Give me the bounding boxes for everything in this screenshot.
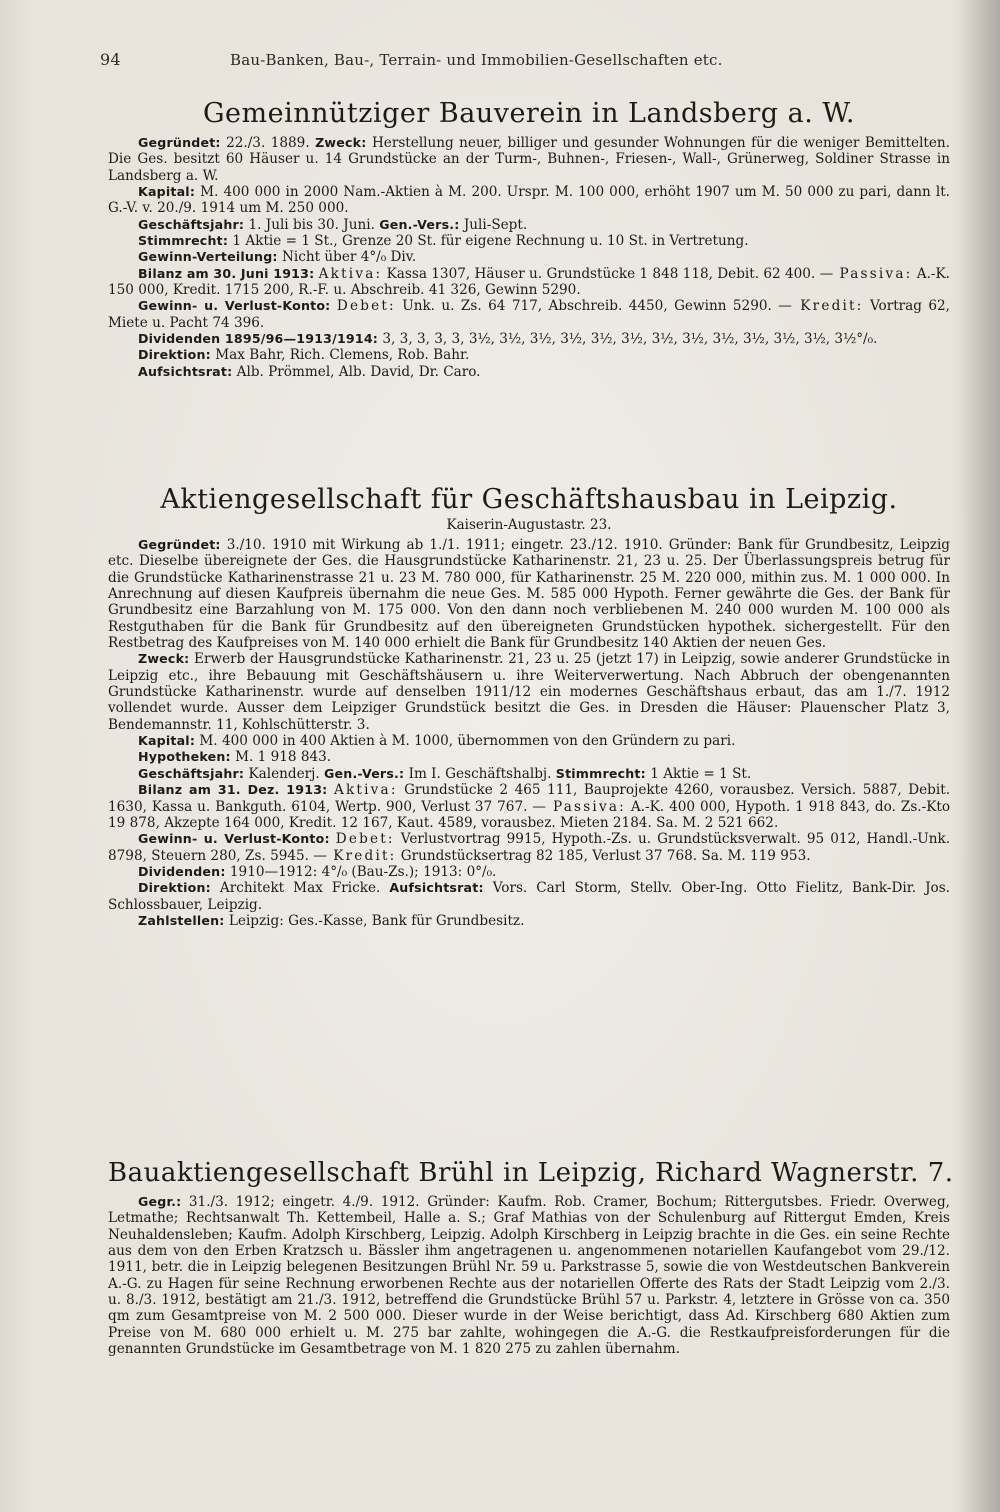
- label-gegr: Gegr.:: [138, 1194, 182, 1209]
- text-hypotheken: M. 1 918 843.: [235, 749, 332, 766]
- word-kredit: Kredit:: [333, 847, 397, 864]
- label-gegruendet: Gegründet:: [138, 537, 221, 552]
- running-header: [100, 50, 820, 69]
- page-edge-shadow: [960, 0, 1000, 1512]
- label-kapital: Kapital:: [138, 733, 196, 749]
- entry-kapital: [108, 184, 950, 217]
- label-zweck: Zweck:: [315, 135, 367, 150]
- text-zweck: Erwerb der Hausgrundstücke Katharinenstr. 21, 23 u. 25 (jetzt 17) in Leipzig, sowie anderer Grundstücke in Leipzig etc., ihre Bebauung mit Geschäftshäusern u. ihre Weiterverwertung. Nach Abbruch der obengenannten Grundstücke Katharinenstr. wurde auf denselben 1911/12 ein modernes Geschäftshaus erbaut, das am 1./7. 1912 vollendet wurde. Ausser dem Leipziger Grundstück besitzt die Ges. in Dresden die Häuser: Plauenscher Platz 3, Bendemannstr. 11, Kohlschütterstr. 3.: [108, 651, 950, 733]
- label-aufsichtsrat: Aufsichtsrat:: [389, 880, 484, 896]
- label-hypotheken: Hypotheken:: [138, 749, 231, 765]
- text-gegruendet: 3./10. 1910 mit Wirkung ab 1./1. 1911; eingetr. 23./12. 1910. Gründer: Bank für Grundbesitz, Leipzig etc. Dieselbe übereignete der Ges. die Hausgrundstücke Katharinenstr. 21, 23 u. 25. Der Überlassungspreis betrug für die Grundstücke Katharinenstrasse 21 u. 23 M. 780 000, für Katharinenstr. 25 M. 220 000, mithin zus. M. 1 000 000. In Anrechnung auf diesen Kaufpreis übernahm die neue Ges. M. 585 000 Hypoth. Ferner gewährte die Ges. der Bank für Grundbesitz eine Barzahlung von M. 175 000. Von den dann noch verbliebenen M. 240 000 wurden M. 100 000 als Restguthaben für die Bank für Grundbesitz auf den übereigneten Grundstücken hypothek. sichergestellt. Für den Restbetrag des Kaufpreises von M. 140 000 erhielt die Bank für Grundbesitz 140 Aktien der neuen Ges.: [108, 537, 951, 652]
- entry-bilanz: Bilanz am 31. Dez. 1913: Aktiva: Grundstücke 2 465 111, Bauprojekte 4260, vorausbez. Versich. 5887, Debit. 1630, Kassa u. Bankguth. 6104, Wertp. 900, Verlust 37 767. — Passiva: A.-K. 400 000, Hypoth. 1 918 843, do. Zs.-Kto 19 878, Akzepte 164 000, Kredit. 12 167, Kaut. 4589, vorausbez. Mieten 2184. Sa. M. 2 521 662.: [108, 782, 951, 831]
- label-kapital: Kapital:: [138, 184, 196, 200]
- text-geschaeftsjahr: Kalenderj.: [248, 765, 320, 782]
- text-dividenden: 1910—1912: 4°/₀ (Bau-Zs.); 1913: 0°/₀.: [229, 863, 497, 880]
- text-zahlstellen: Leipzig: Ges.-Kasse, Bank für Grundbesitz.: [228, 912, 525, 929]
- text-gewinnverteilung: Nicht über 4°/₀ Div.: [282, 249, 417, 266]
- entry-hypotheken: [108, 749, 950, 765]
- label-geschaeftsjahr: Geschäftsjahr:: [138, 765, 245, 781]
- entry-gegr: [108, 1194, 950, 1357]
- label-guv: Gewinn- u. Verlust-Konto:: [138, 831, 330, 847]
- word-aktiva: Aktiva:: [318, 265, 383, 282]
- text-direktion: Max Bahr, Rich. Clemens, Rob. Bahr.: [215, 347, 470, 364]
- label-zweck: Zweck:: [138, 651, 190, 667]
- label-direktion: Direktion:: [138, 347, 211, 363]
- text-gegruendet: 22./3. 1889.: [226, 135, 310, 151]
- label-bilanz: Bilanz am 30. Juni 1913:: [138, 265, 315, 281]
- company-title: Gemeinnütziger Bauverein in Landsberg a. W.: [202, 98, 856, 129]
- label-zahlstellen: Zahlstellen:: [138, 912, 225, 928]
- word-debet: Debet:: [336, 298, 396, 315]
- entry-bilanz: Bilanz am 30. Juni 1913: Aktiva: Kassa 1307, Häuser u. Grundstücke 1 848 118, Debit. 62 400. — Passiva: A.-K. 150 000, Kredit. 1715 200, R.-F. u. Abschreib. 41 326, Gewinn 5290.: [108, 265, 950, 299]
- text-kredit: Vortrag 62, Miete u. Pacht 74 396.: [108, 298, 951, 331]
- company-entry-bruehl: [108, 1158, 954, 1358]
- text-aufsichtsrat: Alb. Prömmel, Alb. David, Dr. Caro.: [236, 363, 481, 380]
- label-stimmrecht: Stimmrecht:: [555, 765, 646, 781]
- label-genvers: Gen.-Vers.:: [324, 765, 405, 781]
- text-kredit: Grundstücksertrag 82 185, Verlust 37 768. Sa. M. 119 953.: [400, 847, 811, 864]
- text-gegr: 31./3. 1912; eingetr. 4./9. 1912. Gründer: Kaufm. Rob. Cramer, Bochum; Rittergutsbes. Friedr. Overweg, Letmathe; Rechtsanwalt Th. Kettembeil, Halle a. S.; Graf Mathias von der Schulenburg auf Rittergut Emden, Kreis Neuhaldensleben; Kaufm. Adolph Kirschberg, Leipzig. Adolph Kirschberg in Leipzig brachte in die Ges. ein seine Rechte aus dem von den Erben Kratzsch u. Bässler ihm angetragenen u. angenommenen notariellen Kaufangebot vom 29./12. 1911, betr. die in Leipzig belegenen Besitzungen Brühl Nr. 59 u. Parkstrasse 5, sowie die von Westdeutschen Bankverein A.-G. zu Hagen für seine Rechnung erworbenen Rechte aus der notariellen Offerte des Rats der Stadt Leipzig vom 2./3. u. 8./3. 1912, bestätigt am 21./3. 1912, betreffend die Grundstücke Brühl 57 u. Parkstr. 4, letztere in Grösse von ca. 350 qm zum Gesamtpreise von M. 2 500 000. Dieser wurde in der Weise berichtigt, dass Ad. Kirschberg 680 Aktien zum Preise von M. 680 000 erhielt u. M. 275 bar zahlte, wohingegen die A.-G. die Restkaufpreisforderungen für die genannten Grundstücke im Gesamtbetrage von M. 1 820 275 zu zahlen übernahm.: [108, 1194, 950, 1358]
- label-bilanz: Bilanz am 31. Dez. 1913:: [138, 782, 328, 798]
- label-gegruendet: Gegründet:: [138, 135, 221, 150]
- label-guv: Gewinn- u. Verlust-Konto:: [138, 298, 331, 314]
- entry-zweck: [108, 651, 950, 733]
- text-direktion: Architekt Max Fricke.: [219, 880, 381, 897]
- text-aufsichtsrat: Vors. Carl Storm, Stellv. Ober-Ing. Otto Fielitz, Bank-Dir. Jos. Schlossbauer, Leipzig.: [108, 880, 950, 913]
- entry-zahlstellen: [108, 913, 950, 929]
- word-passiva: Passiva:: [839, 265, 913, 282]
- word-kredit: Kredit:: [800, 298, 864, 315]
- entry-direktion: [108, 880, 950, 913]
- entry-kapital: [108, 733, 950, 749]
- entry-guv: Gewinn- u. Verlust-Konto: Debet: Verlustvortrag 9915, Hypoth.-Zs. u. Grundstücksverwalt. 95 012, Handl.-Unk. 8798, Steuern 280, Zs. 5945. — Kredit: Grundstücksertrag 82 185, Verlust 37 768. Sa. M. 119 953.: [108, 831, 951, 864]
- text-kapital: M. 400 000 in 400 Aktien à M. 1000, übernommen von den Gründern zu pari.: [199, 733, 736, 750]
- text-kapital: M. 400 000 in 2000 Nam.-Aktien à M. 200. Urspr. M. 100 000, erhöht 1907 um M. 50 000 zu pari, dann lt. G.-V. v. 20./9. 1914 um M. 250 000.: [108, 184, 950, 217]
- company-address: Kaiserin-Augustastr. 23.: [446, 517, 612, 533]
- entry-geschaeftsjahr: [108, 766, 950, 782]
- label-gewinnverteilung: Gewinn-Verteilung:: [138, 249, 278, 265]
- entry-gegruendet: [108, 135, 950, 184]
- running-title: Bau-Banken, Bau-, Terrain- und Immobilien-Gesellschaften etc.: [230, 51, 723, 69]
- entry-direktion: [108, 347, 950, 363]
- label-dividenden: Dividenden 1895/96—1913/1914:: [138, 331, 379, 347]
- entry-geschaeftsjahr: [108, 217, 950, 233]
- text-aktiva: Kassa 1307, Häuser u. Grundstücke 1 848 118, Debit. 62 400.: [386, 265, 816, 282]
- label-stimmrecht: Stimmrecht:: [138, 233, 229, 249]
- company-title: Bauaktiengesellschaft Brühl in Leipzig, Richard Wagnerstr. 7.: [108, 1158, 954, 1188]
- entry-gewinnverteilung: [108, 249, 950, 265]
- company-entry-geschaeftshausbau: [108, 484, 950, 929]
- word-debet: Debet:: [335, 831, 395, 848]
- company-title: Aktiengesellschaft für Geschäftshausbau in Leipzig.: [160, 484, 898, 515]
- entry-dividenden: [108, 864, 950, 880]
- text-stimmrecht: 1 Aktie = 1 St.: [650, 765, 752, 782]
- word-passiva: Passiva:: [553, 798, 626, 815]
- text-debet: Verlustvortrag 9915, Hypoth.-Zs. u. Grundstücksverwalt. 95 012, Handl.-Unk. 8798, Steuern 280, Zs. 5945.: [108, 831, 951, 864]
- text-passiva: A.-K. 400 000, Hypoth. 1 918 843, do. Zs.-Kto 19 878, Akzepte 164 000, Kredit. 12 167, Kaut. 4589, vorausbez. Mieten 2184. Sa. M. 2 521 662.: [108, 798, 951, 831]
- label-direktion: Direktion:: [138, 880, 211, 896]
- label-geschaeftsjahr: Geschäftsjahr:: [138, 216, 245, 232]
- text-genvers: Juli-Sept.: [463, 216, 528, 233]
- text-passiva: A.-K. 150 000, Kredit. 1715 200, R.-F. u. Abschreib. 41 326, Gewinn 5290.: [108, 265, 950, 299]
- text-debet: Unk. u. Zs. 64 717, Abschreib. 4450, Gewinn 5290.: [402, 298, 772, 315]
- label-aufsichtsrat: Aufsichtsrat:: [138, 363, 233, 379]
- text-stimmrecht: 1 Aktie = 1 St., Grenze 20 St. für eigene Rechnung u. 10 St. in Vertretung.: [232, 233, 749, 250]
- label-dividenden: Dividenden:: [138, 863, 226, 879]
- page-number: 94: [100, 50, 121, 69]
- entry-guv: Gewinn- u. Verlust-Konto: Debet: Unk. u. Zs. 64 717, Abschreib. 4450, Gewinn 5290. — Kredit: Vortrag 62, Miete u. Pacht 74 396.: [108, 298, 951, 331]
- entry-aufsichtsrat: [108, 364, 950, 380]
- text-geschaeftsjahr: 1. Juli bis 30. Juni.: [248, 216, 375, 233]
- text-zweck: Herstellung neuer, billiger und gesunder Wohnungen für die weniger Bemittelten. Die Ges. besitzt 60 Häuser u. 14 Grundstücke an der Turm-, Buhnen-, Friesen-, Wall-, Grünerweg, Soldiner Strasse in Landsberg a. W.: [108, 135, 951, 184]
- text-aktiva: Grundstücke 2 465 111, Bauprojekte 4260, vorausbez. Versich. 5887, Debit. 1630, Kassa u. Bankguth. 6104, Wertp. 900, Verlust 37 767.: [108, 782, 951, 815]
- text-genvers: Im I. Geschäftshalbj.: [408, 765, 552, 782]
- entry-gegruendet: [108, 537, 950, 651]
- text-dividenden: 3, 3, 3, 3, 3, 3½, 3½, 3½, 3½, 3½, 3½, 3½, 3½, 3½, 3½, 3½, 3½, 3½°/₀.: [382, 331, 878, 348]
- label-genvers: Gen.-Vers.:: [379, 216, 460, 232]
- word-aktiva: Aktiva:: [333, 782, 398, 799]
- company-entry-landsberg: [108, 98, 950, 380]
- entry-stimmrecht: [108, 233, 950, 249]
- entry-dividenden: [108, 331, 950, 347]
